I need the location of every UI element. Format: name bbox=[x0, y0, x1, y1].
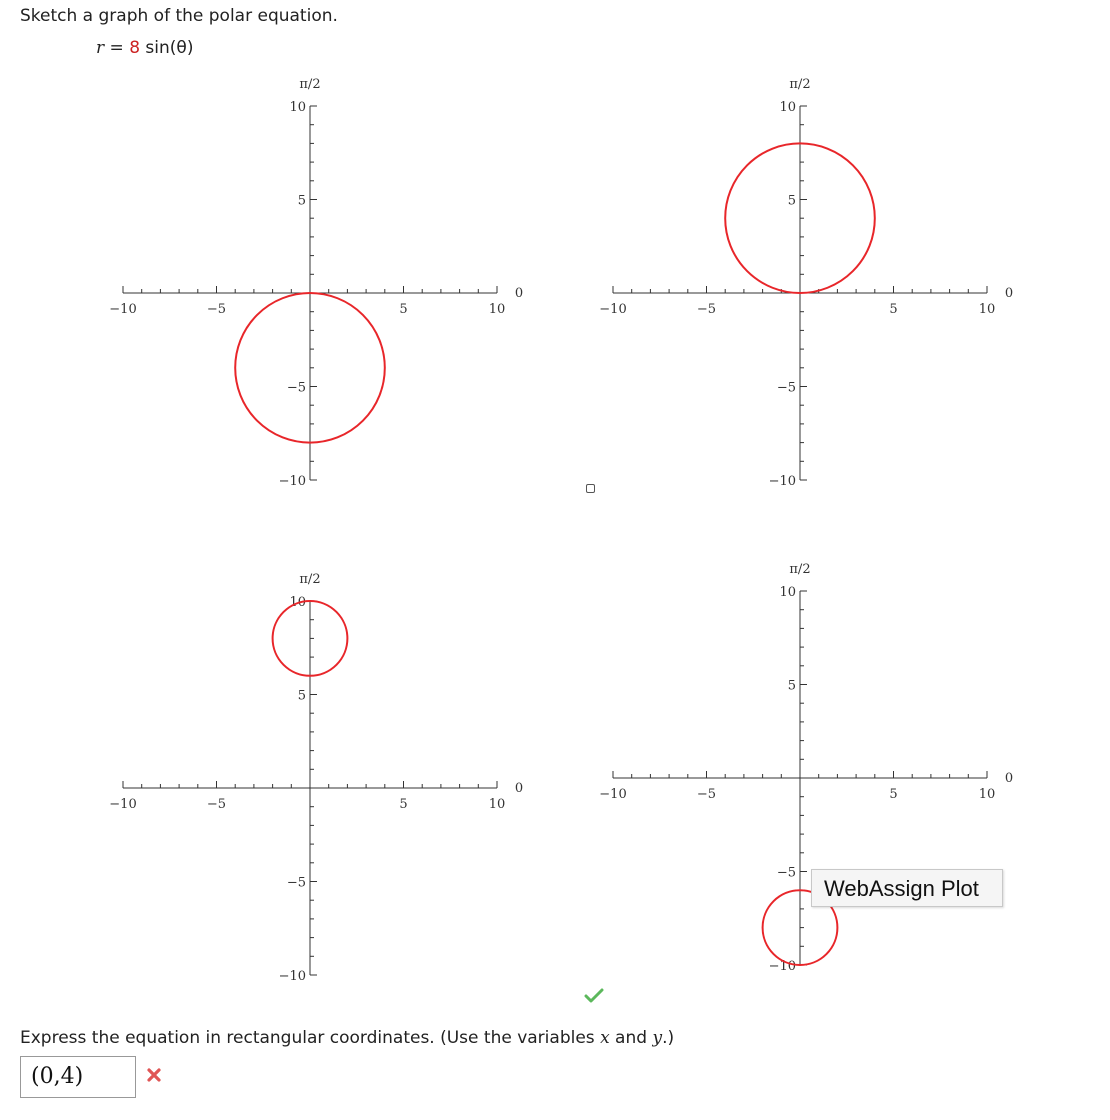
x-tick-label: −10 bbox=[109, 797, 137, 812]
plot-option-d[interactable] bbox=[585, 550, 1015, 984]
angle-label-half-pi: π/2 bbox=[789, 562, 811, 577]
webassign-plot-tooltip: WebAssign Plot bbox=[811, 869, 1003, 907]
y-tick-label: 10 bbox=[289, 595, 306, 610]
y-tick-label: 5 bbox=[297, 193, 306, 209]
variable-x: x bbox=[600, 1028, 610, 1048]
angle-label-zero: 0 bbox=[1004, 771, 1014, 786]
x-mark-icon bbox=[146, 1067, 162, 1087]
equation-equals: = bbox=[104, 38, 130, 58]
y-tick-label: 10 bbox=[289, 100, 306, 115]
polar-equation bbox=[96, 38, 193, 58]
angle-label-zero: 0 bbox=[514, 286, 524, 301]
check-icon bbox=[584, 988, 604, 1008]
y-tick-label: −5 bbox=[286, 380, 306, 396]
y-tick-label: −10 bbox=[768, 474, 796, 489]
x-tick-label: −5 bbox=[206, 797, 227, 812]
x-tick-label: 10 bbox=[488, 302, 506, 317]
x-tick-label: 10 bbox=[488, 797, 506, 812]
x-tick-label: 5 bbox=[889, 787, 898, 802]
y-tick-label: −5 bbox=[776, 380, 796, 396]
plot-radio-option[interactable] bbox=[586, 484, 595, 493]
polar-plot-svg bbox=[95, 560, 525, 990]
instruction-text-end: .) bbox=[662, 1028, 675, 1048]
y-tick-label: −10 bbox=[278, 474, 306, 489]
angle-label-half-pi: π/2 bbox=[299, 572, 321, 587]
polar-plot-svg bbox=[585, 550, 1015, 980]
answer-input[interactable]: (0,4) bbox=[20, 1056, 136, 1098]
x-tick-label: 5 bbox=[399, 797, 408, 812]
y-tick-label: 5 bbox=[787, 193, 796, 209]
y-tick-label: −5 bbox=[286, 875, 306, 891]
y-tick-label: −10 bbox=[768, 959, 796, 974]
instruction-text-and: and bbox=[609, 1028, 653, 1048]
x-tick-label: −5 bbox=[696, 302, 717, 317]
y-tick-label: 10 bbox=[779, 585, 796, 600]
y-tick-label: −10 bbox=[278, 969, 306, 984]
x-tick-label: 5 bbox=[889, 302, 898, 317]
x-tick-label: 5 bbox=[399, 302, 408, 317]
equation-function: sin(θ) bbox=[140, 38, 194, 58]
polar-plot-svg bbox=[95, 65, 525, 495]
x-tick-label: −5 bbox=[696, 787, 717, 802]
equation-variable: r bbox=[96, 38, 105, 58]
x-tick-label: −10 bbox=[109, 302, 137, 317]
question-prompt: Sketch a graph of the polar equation. bbox=[20, 6, 338, 26]
plot-option-b[interactable] bbox=[585, 65, 1015, 499]
angle-label-zero: 0 bbox=[514, 781, 524, 796]
y-tick-label: −5 bbox=[776, 865, 796, 881]
equation-coefficient: 8 bbox=[129, 38, 141, 58]
angle-label-half-pi: π/2 bbox=[299, 77, 321, 92]
x-tick-label: 10 bbox=[978, 787, 996, 802]
y-tick-label: 5 bbox=[787, 678, 796, 694]
polar-plot-svg bbox=[585, 65, 1015, 495]
x-tick-label: −10 bbox=[599, 302, 627, 317]
angle-label-half-pi: π/2 bbox=[789, 77, 811, 92]
angle-label-zero: 0 bbox=[1004, 286, 1014, 301]
plot-option-c[interactable] bbox=[95, 560, 525, 994]
variable-y: y bbox=[652, 1028, 663, 1048]
plot-option-a[interactable] bbox=[95, 65, 525, 499]
y-tick-label: 10 bbox=[779, 100, 796, 115]
rectangular-instruction bbox=[20, 1028, 674, 1048]
x-tick-label: 10 bbox=[978, 302, 996, 317]
y-tick-label: 5 bbox=[297, 688, 306, 704]
x-tick-label: −5 bbox=[206, 302, 227, 317]
x-tick-label: −10 bbox=[599, 787, 627, 802]
instruction-text-start: Express the equation in rectangular coordinates. (Use the variables bbox=[20, 1028, 601, 1048]
